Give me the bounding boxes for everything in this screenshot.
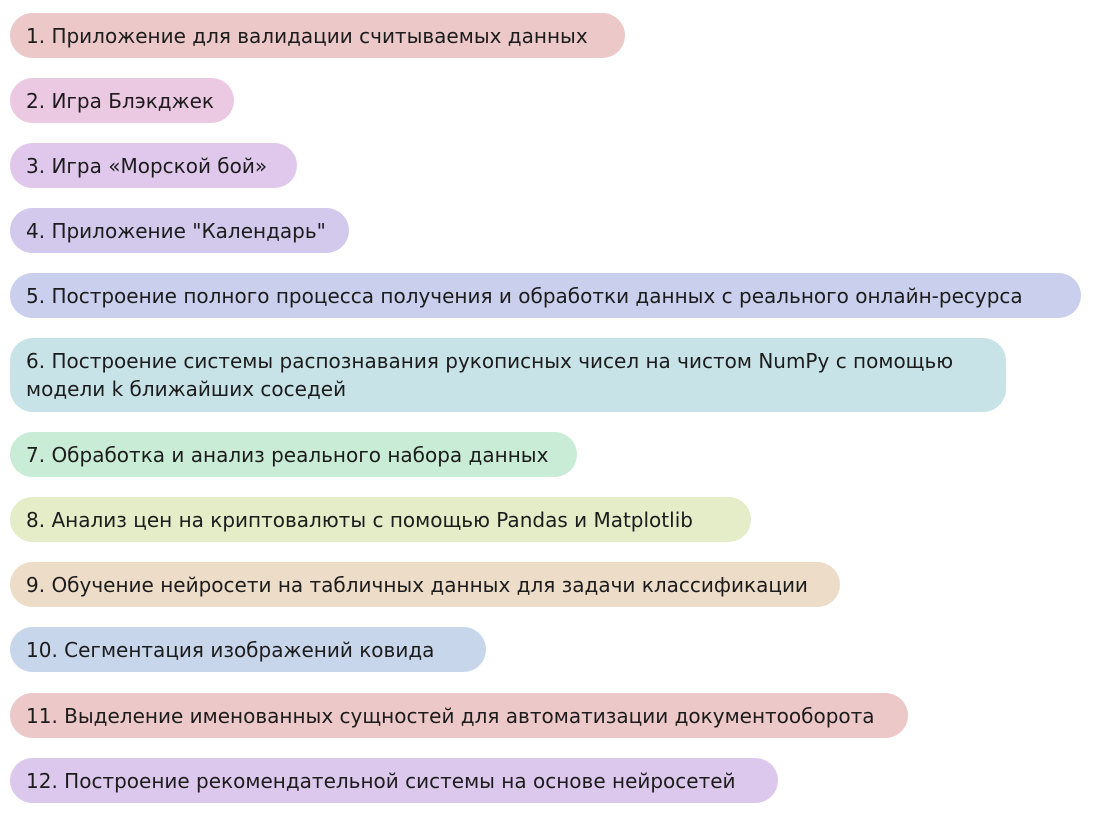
list-item: [10, 143, 297, 188]
list-item: [10, 693, 908, 738]
list-item-label: 4. Приложение "Календарь": [26, 218, 326, 243]
list-item-label: 6. Построение системы распознавания рукописных чисел на чистом NumPy с помощью модели k ближайших соседей: [26, 349, 954, 401]
list-item-label: 8. Анализ цен на криптовалюты с помощью Pandas и Matplotlib: [26, 507, 693, 532]
list-item-label: 7. Обработка и анализ реального набора данных: [26, 442, 549, 467]
list-item: [10, 78, 234, 123]
list-item: [10, 273, 1081, 318]
list-item-label: 5. Построение полного процесса получения и обработки данных с реального онлайн-ресурса: [26, 283, 1023, 308]
list-item: [10, 13, 625, 58]
list-item-label: 10. Сегментация изображений ковида: [26, 637, 435, 662]
list-item: [10, 338, 1006, 412]
list-item-label: 2. Игра Блэкджек: [26, 88, 215, 113]
list-item-label: 3. Игра «Морской бой»: [26, 153, 268, 178]
list-item-label: 9. Обучение нейросети на табличных данных для задачи классификации: [26, 572, 808, 597]
list-item-label: 11. Выделение именованных сущностей для автоматизации документооборота: [26, 703, 875, 728]
list-item: [10, 208, 349, 253]
list-item: [10, 562, 840, 607]
list-item: [10, 758, 778, 803]
list-item: [10, 627, 486, 672]
list-item: [10, 497, 751, 542]
list-item-label: 1. Приложение для валидации считываемых данных: [26, 23, 588, 48]
list-item: [10, 432, 577, 477]
list-item-label: 12. Построение рекомендательной системы на основе нейросетей: [26, 768, 736, 793]
